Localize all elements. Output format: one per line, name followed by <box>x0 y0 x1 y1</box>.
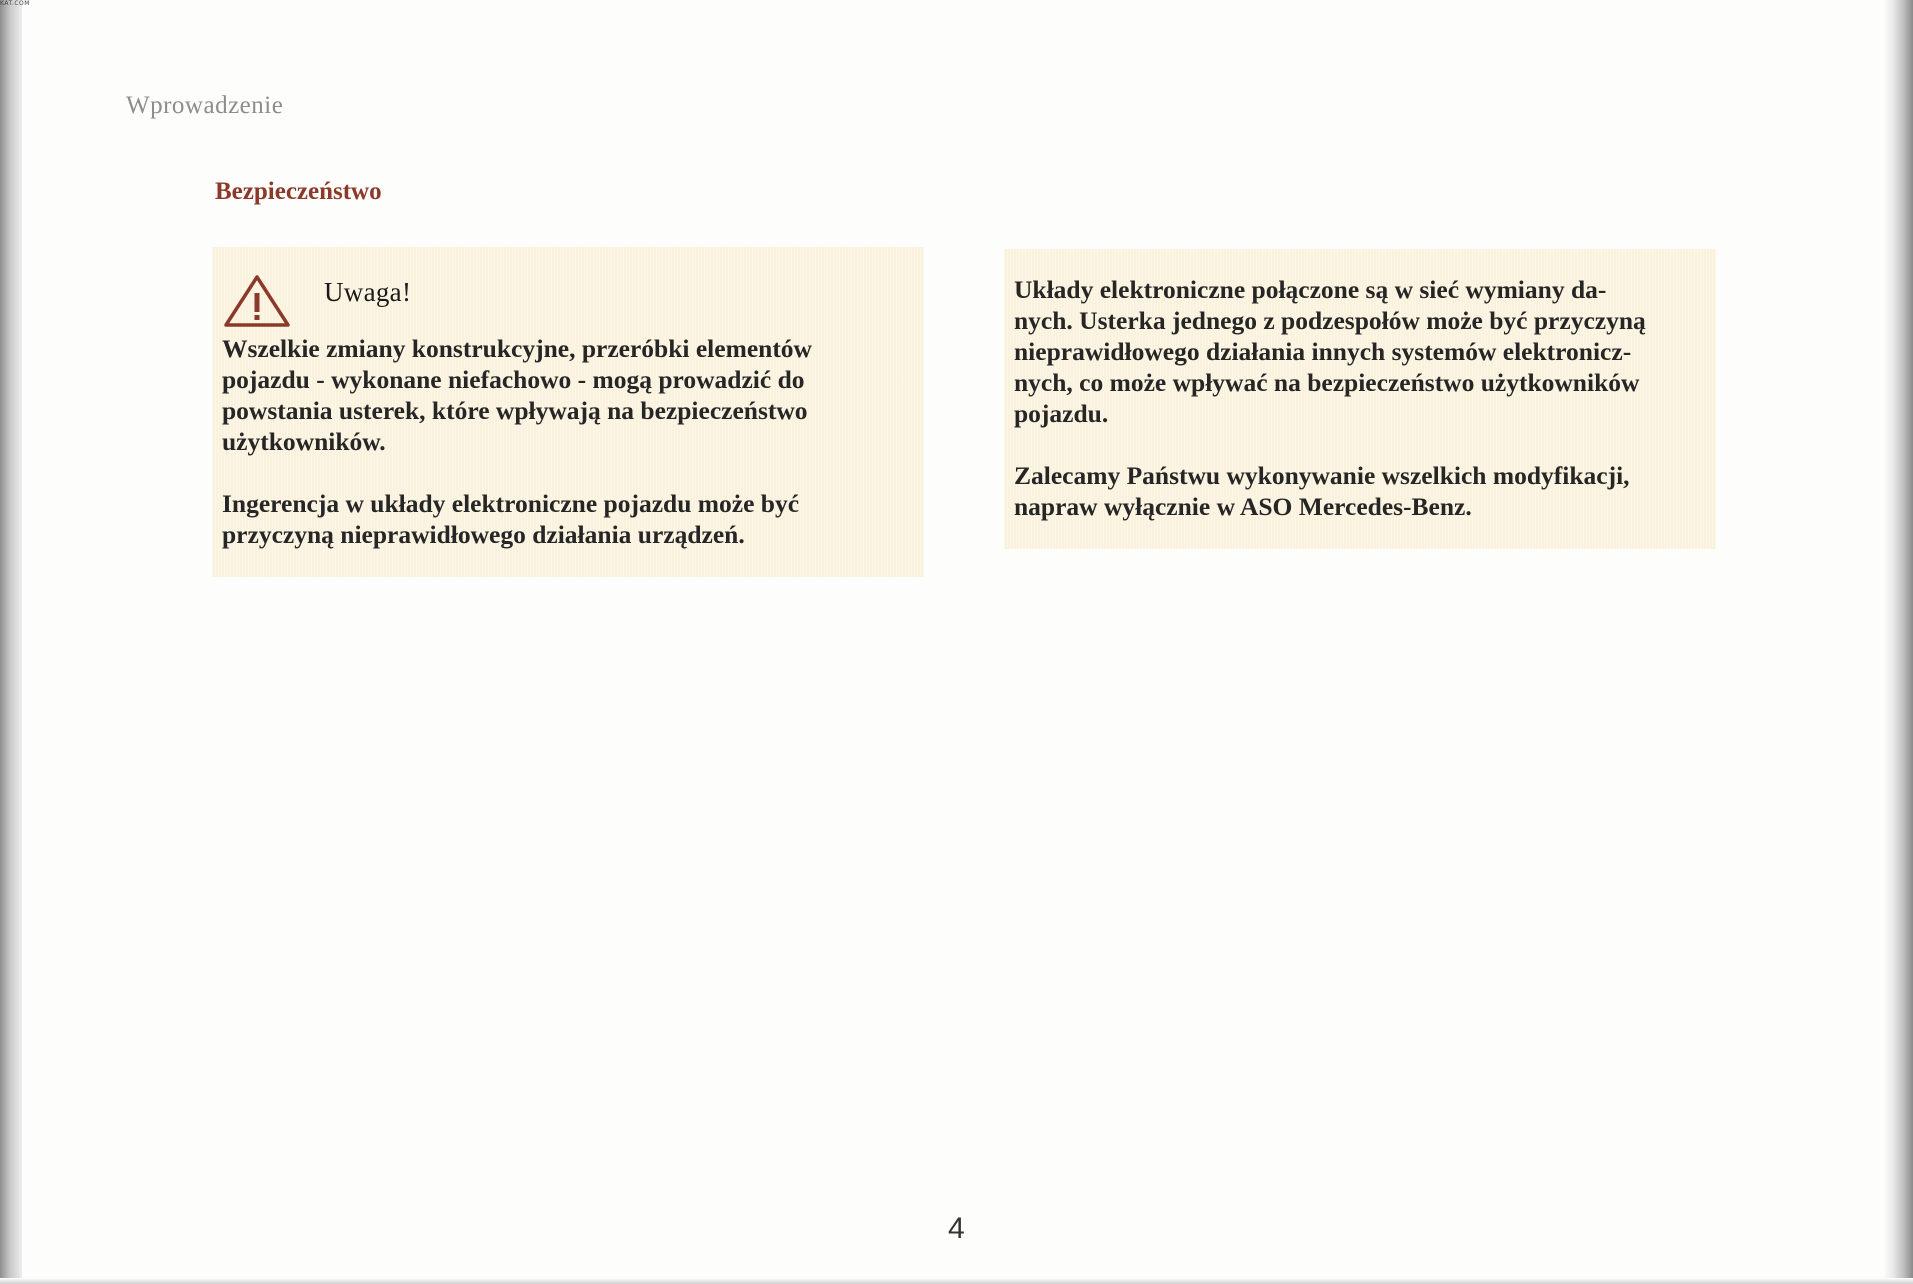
info-paragraph-1 <box>1014 274 1706 429</box>
text-line: nych, co może wpływać na bezpieczeństwo użytkowników <box>1014 368 1640 397</box>
text-line: przyczyną nieprawidłowego działania urządzeń. <box>222 520 745 549</box>
text-line: Układy elektroniczne połączone są w sieć wymiany da- <box>1014 275 1607 304</box>
text-line: nieprawidłowego działania innych systemów elektronicz- <box>1014 337 1632 366</box>
section-header: Wprowadzenie <box>126 92 284 119</box>
info-paragraph-2 <box>1014 460 1706 522</box>
warning-heading-row <box>222 271 914 331</box>
scan-edge-bottom <box>0 1278 1913 1284</box>
warning-triangle-icon <box>222 273 292 329</box>
warning-paragraph-1 <box>222 333 914 457</box>
text-line: pojazdu - wykonane niefachowo - mogą prowadzić do <box>222 365 805 394</box>
text-line: napraw wyłącznie w ASO Mercedes-Benz. <box>1014 492 1472 521</box>
warning-heading: Uwaga! <box>324 276 412 307</box>
text-line: Wszelkie zmiany konstrukcyjne, przeróbki elementów <box>222 334 812 363</box>
text-line: pojazdu. <box>1014 399 1109 428</box>
warning-paragraph-2 <box>222 488 914 550</box>
text-line: nych. Usterka jednego z podzespołów może być przyczyną <box>1014 306 1646 335</box>
text-line: powstania usterek, które wpływają na bezpieczeństwo <box>222 396 808 425</box>
text-line: Zalecamy Państwu wykonywanie wszelkich modyfikacji, <box>1014 461 1630 490</box>
text-line: użytkowników. <box>222 427 386 456</box>
text-line: Ingerencja w układy elektroniczne pojazdu może być <box>222 489 800 518</box>
info-box <box>1004 249 1716 549</box>
scan-edge-right <box>1883 0 1913 1284</box>
scan-edge-left <box>0 0 22 1284</box>
page-number: 4 <box>948 1212 965 1245</box>
watermark: KAT.COM <box>0 0 30 7</box>
warning-box <box>212 247 924 577</box>
section-title: Bezpieczeństwo <box>215 178 382 205</box>
